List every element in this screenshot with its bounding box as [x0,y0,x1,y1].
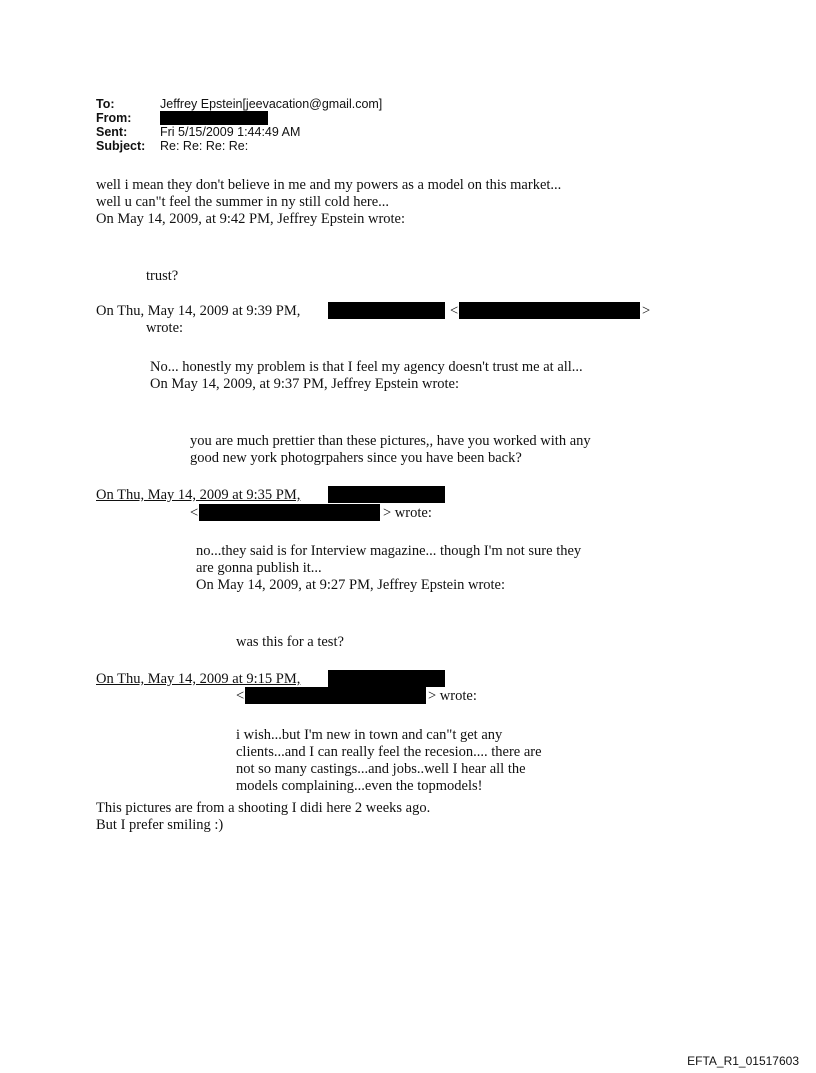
sent-label: Sent: [96,125,128,139]
document-id: EFTA_R1_01517603 [687,1054,799,1068]
quote-header-2-wrote: > wrote: [383,505,432,521]
reply-1-line-b: On May 14, 2009, at 9:37 PM, Jeffrey Epstein wrote: [150,376,460,392]
body-line-2: well u can"t feel the summer in ny still cold here... [96,194,390,210]
reply-2-line-c: On May 14, 2009, at 9:27 PM, Jeffrey Epstein wrote: [196,577,506,593]
reply-3-line-c: not so many castings...and jobs..well I hear all the [236,761,526,777]
tail-line-2: But I prefer smiling :) [96,817,224,833]
quote-header-2: On Thu, May 14, 2009 at 9:35 PM, [96,487,301,503]
je-message-2: was this for a test? [236,634,344,650]
je-message-1-line-a: you are much prettier than these pictures,, have you worked with any [190,433,591,449]
body-line-1: well i mean they don't believe in me and my powers as a model on this market... [96,177,562,193]
subject-value: Re: Re: Re: Re: [160,139,249,153]
quote-header-1-gt: > [642,303,651,319]
quote-header-1: On Thu, May 14, 2009 at 9:39 PM, [96,303,301,319]
subject-label: Subject: [96,139,146,153]
reply-1-line-a: No... honestly my problem is that I feel my agency doesn't trust me at all... [150,359,583,375]
redaction-name-2 [328,486,445,503]
reply-3-line-b: clients...and I can really feel the recesion.... there are [236,744,542,760]
redaction-email-1 [459,302,640,319]
body-line-3: On May 14, 2009, at 9:42 PM, Jeffrey Epstein wrote: [96,211,406,227]
to-value: Jeffrey Epstein[jeevacation@gmail.com] [160,97,383,111]
redaction-name-1 [328,302,445,319]
to-label: To: [96,97,115,111]
tail-line-1: This pictures are from a shooting I didi here 2 weeks ago. [96,800,431,816]
quote-header-3: On Thu, May 14, 2009 at 9:15 PM, [96,671,301,687]
redaction-email-2 [199,504,380,521]
quote-header-1-lt: < [450,303,459,319]
je-message-1-line-b: good new york photogrpahers since you have been back? [190,450,522,466]
redaction-name-3 [328,670,445,687]
redaction-from [160,111,268,125]
quote-header-3-lt: < [236,688,245,704]
reply-2-line-a: no...they said is for Interview magazine... though I'm not sure they [196,543,582,559]
reply-2-line-b: are gonna publish it... [196,560,322,576]
reply-3-line-d: models complaining...even the topmodels! [236,778,483,794]
quote-header-3-wrote: > wrote: [428,688,477,704]
quote-header-2-lt: < [190,505,199,521]
redaction-email-3 [245,687,426,704]
from-label: From: [96,111,132,125]
reply-3-line-a: i wish...but I'm new in town and can"t get any [236,727,503,743]
quote-header-1-wrote: wrote: [146,320,184,336]
quote-trust: trust? [146,268,179,284]
sent-value: Fri 5/15/2009 1:44:49 AM [160,125,301,139]
